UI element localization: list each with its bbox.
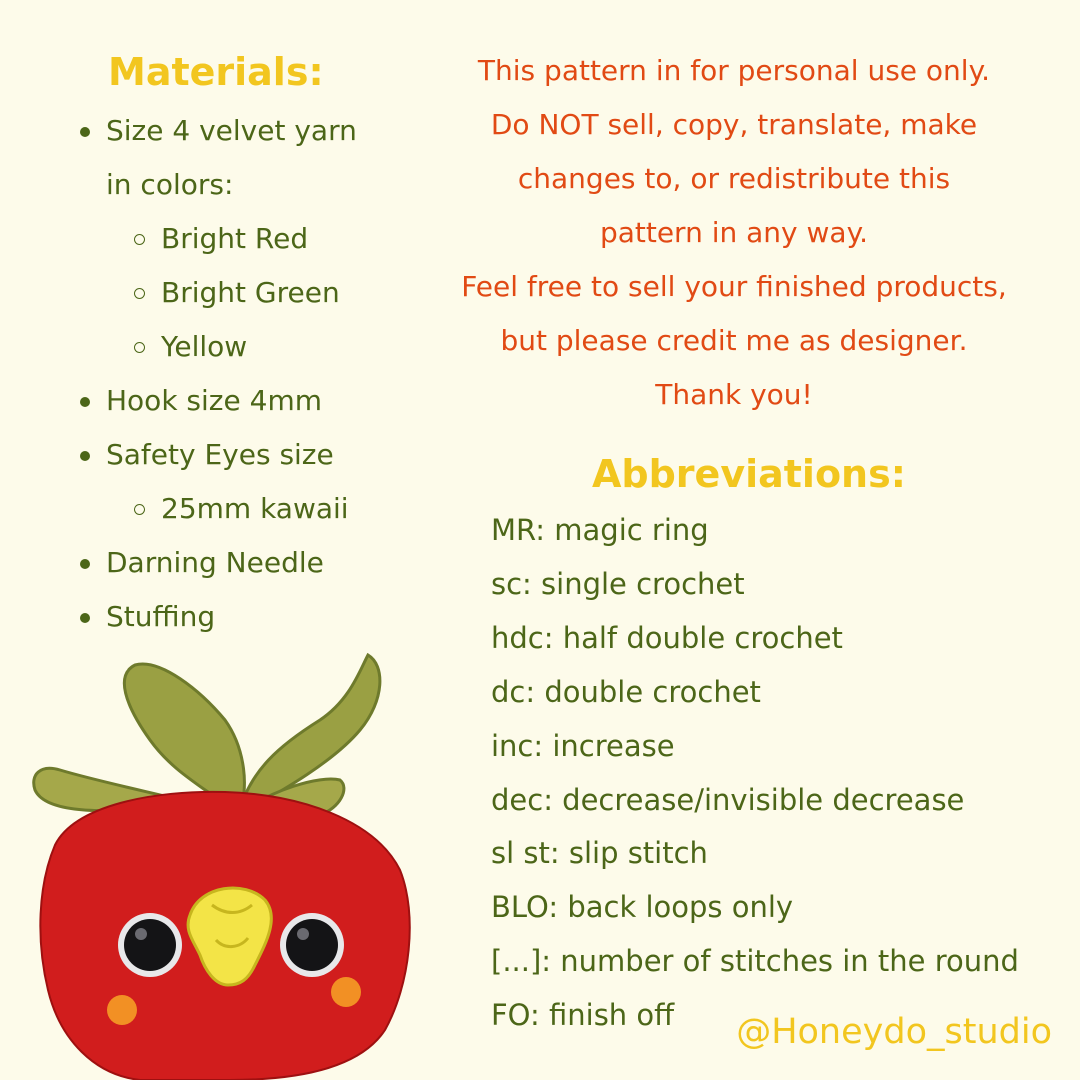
list-item: Bright Red [78, 212, 408, 266]
list-item: hdc: half double crochet [491, 620, 843, 655]
crochet-bird-photo [0, 640, 430, 1080]
disclaimer-line: Feel free to sell your finished products, [461, 270, 1007, 303]
list-item: Size 4 velvet yarn [78, 104, 408, 158]
list-item: MR: magic ring [491, 513, 709, 547]
list-item: 25mm kawaii [78, 482, 408, 536]
list-item: sl st: slip stitch [491, 836, 708, 871]
abbreviations-heading: Abbreviations: [592, 452, 906, 496]
list-item: Darning Needle [78, 536, 408, 590]
usage-disclaimer [420, 44, 1048, 422]
list-item: BLO: back loops only [491, 890, 794, 925]
list-item: Stuffing [78, 590, 408, 644]
materials-list [78, 104, 408, 644]
list-item: sc: single crochet [491, 566, 745, 601]
list-item: Bright Green [78, 266, 408, 320]
list-item: Safety Eyes size [78, 428, 408, 482]
list-item: [...]: number of stitches in the round [491, 944, 1019, 979]
list-item: FO: finish off [491, 998, 675, 1033]
left-cheek [107, 995, 137, 1025]
list-item: Hook size 4mm [78, 374, 408, 428]
list-item: in colors: [106, 168, 234, 201]
list-item: Yellow [78, 320, 408, 374]
list-item: dec: decrease/invisible decrease [491, 782, 965, 817]
disclaimer-line: This pattern in for personal use only. [477, 54, 991, 87]
disclaimer-line: pattern in any way. [599, 216, 869, 249]
disclaimer-line: changes to, or redistribute this [517, 162, 951, 195]
disclaimer-line: but please credit me as designer. [500, 324, 968, 357]
materials-heading: Materials: [108, 50, 324, 94]
abbreviations-list [491, 504, 1019, 1043]
disclaimer-line: Thank you! [655, 378, 813, 411]
disclaimer-line: Do NOT sell, copy, translate, make [490, 108, 978, 141]
list-item: inc: increase [491, 728, 675, 763]
list-item: dc: double crochet [491, 674, 761, 709]
right-cheek [331, 977, 361, 1007]
studio-handle: @Honeydo_studio [736, 1012, 1052, 1052]
